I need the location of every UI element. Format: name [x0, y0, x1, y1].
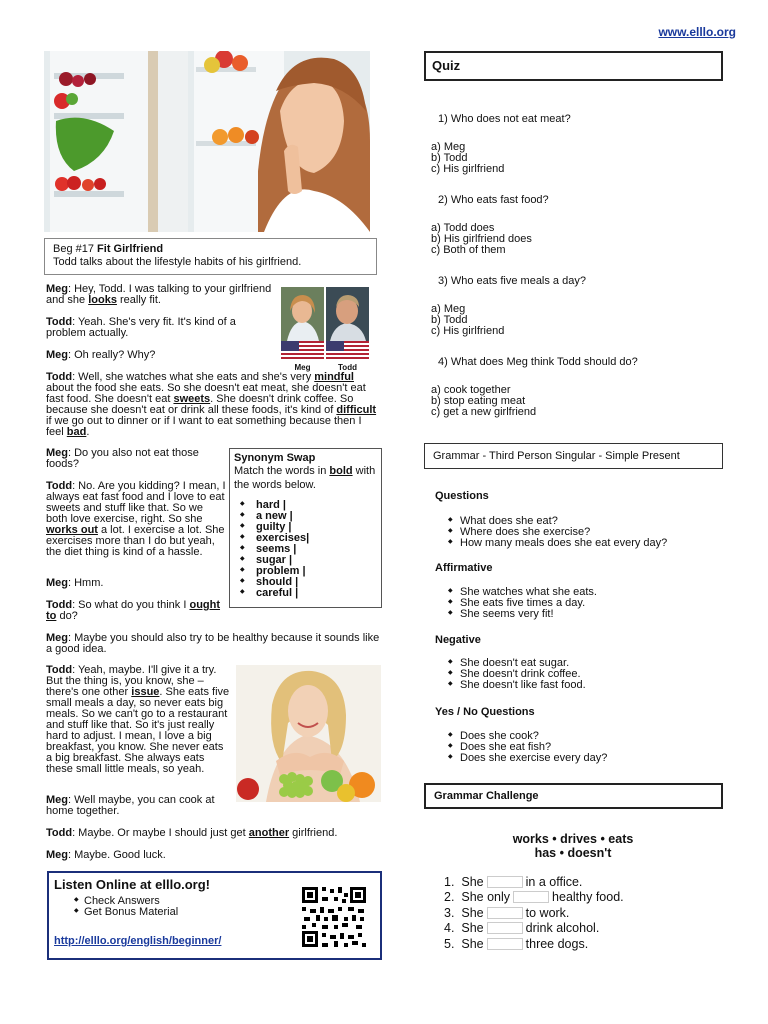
dialogue-line: [46, 850, 380, 861]
grammar-example: ◆ What does she eat?: [448, 516, 667, 527]
dialogue-text: really fit.: [116, 294, 161, 306]
grammar-heading-box: [424, 443, 723, 469]
grammar-list: [448, 516, 667, 549]
dialogue-text: : Maybe. Good luck.: [68, 849, 166, 861]
quiz-answer: b) Todd: [431, 314, 468, 326]
quiz-title: Quiz: [432, 58, 461, 73]
fruit-photo: [236, 665, 381, 802]
synonym-word-list: [234, 500, 377, 599]
grammar-example: ◆ How many meals does she eat every day?: [448, 538, 667, 549]
speaker-label: Todd: [46, 316, 73, 328]
vocab-word: looks: [88, 294, 117, 306]
listen-url-link[interactable]: http://elllo.org/english/beginner/: [54, 935, 222, 947]
lesson-number: Beg #17: [53, 243, 94, 255]
dialogue-line: [46, 448, 224, 470]
quiz-answers: [431, 223, 532, 256]
grammar-title: Grammar - Third Person Singular - Simple Present: [433, 450, 680, 462]
grammar-section-heading: Negative: [435, 634, 481, 646]
answer-blank[interactable]: [487, 876, 523, 888]
speaker-label: Todd: [46, 480, 73, 492]
synonym-word: ◆ guilty |: [234, 522, 377, 533]
synonym-word: ◆ problem |: [234, 566, 377, 577]
speaker-name: Todd: [338, 363, 357, 372]
answer-blank[interactable]: [487, 922, 523, 934]
speaker-label: Meg: [46, 632, 68, 644]
dialogue-line: [46, 350, 276, 361]
quiz-answer: c) Both of them: [431, 244, 506, 256]
grammar-challenge-title: Grammar Challenge: [434, 790, 539, 802]
fridge-photo: [44, 51, 370, 232]
dialogue-text: : Do you also not eat those foods?: [46, 447, 199, 470]
dialogue-line: [46, 633, 380, 655]
grammar-list: [448, 658, 586, 691]
dialogue-text: . She doesn't drink coffee. So because she doesn't eat or drink all these foods, it's kind of: [46, 393, 354, 416]
speaker-label: Meg: [46, 283, 68, 295]
grammar-example: ◆ She doesn't drink coffee.: [448, 669, 586, 680]
dialogue-line: [46, 578, 226, 589]
grammar-example: ◆ Does she cook?: [448, 731, 607, 742]
dialogue-line: [46, 372, 380, 438]
listen-item: ◆ Check Answers: [74, 896, 375, 907]
synonym-word: ◆ a new |: [234, 511, 377, 522]
quiz-question: 2) Who eats fast food?: [438, 194, 549, 206]
dialogue-text: : Well, she watches what she eats and she's very: [72, 371, 315, 383]
speaker-label: Meg: [46, 794, 68, 806]
quiz-answer: a) Todd does: [431, 222, 495, 234]
dialogue-line: [46, 795, 232, 817]
lesson-name: Fit Girlfriend: [97, 243, 164, 255]
quiz-answer: a) Meg: [431, 141, 466, 153]
quiz-answers: [431, 304, 504, 337]
dialogue-text: : Hey, Todd. I was talking to your girlfriend and she: [46, 283, 272, 306]
quiz-answer: a) cook together: [431, 384, 511, 396]
vocab-word: works out: [46, 524, 98, 536]
synonym-swap-title: Synonym Swap: [234, 452, 316, 464]
grammar-section-heading: Yes / No Questions: [435, 706, 535, 718]
dialogue-text: : Maybe you should also try to be healthy because it sounds like a good idea.: [46, 632, 380, 655]
grammar-list: [448, 587, 597, 620]
speaker-label: Todd: [46, 664, 73, 676]
dialogue-text: : Hmm.: [68, 577, 104, 589]
meg-photo: [281, 287, 324, 341]
synonym-swap-box: [229, 448, 382, 608]
qr-code-icon[interactable]: [300, 885, 368, 949]
synonym-word: ◆ careful |: [234, 588, 377, 599]
dialogue-text: : Well maybe, you can cook at home together.: [46, 794, 215, 817]
us-flag-icon: [281, 341, 324, 361]
quiz-answer: c) get a new girlfriend: [431, 406, 537, 418]
grammar-example: ◆ Where does she exercise?: [448, 527, 667, 538]
todd-photo: [326, 287, 369, 341]
challenge-list: [444, 875, 624, 952]
grammar-example: ◆ She seems very fit!: [448, 609, 597, 620]
grammar-challenge-box: [424, 783, 723, 809]
grammar-example: ◆ She doesn't eat sugar.: [448, 658, 586, 669]
grammar-section-heading: Questions: [435, 490, 489, 502]
quiz-answer: c) His girlfriend: [431, 163, 505, 175]
dialogue-text: girlfriend.: [289, 827, 338, 839]
challenge-item: 2. She only healthy food.: [444, 890, 624, 905]
dialogue-text: if we go out to dinner or if I want to eat something because then I feel: [46, 415, 362, 438]
synonym-word: ◆ should |: [234, 577, 377, 588]
site-link[interactable]: www.elllo.org: [658, 25, 736, 39]
listen-title: Listen Online at elllo.org!: [54, 877, 211, 892]
dialogue-text: : Yeah. She's very fit. It's kind of a problem actually.: [46, 316, 236, 339]
grammar-example: ◆ She watches what she eats.: [448, 587, 597, 598]
word-bank-line: has • doesn't: [534, 845, 612, 860]
dialogue-line: [46, 665, 232, 775]
speaker-label: Meg: [46, 577, 68, 589]
dialogue-text: : Maybe. Or maybe I should just get: [72, 827, 249, 839]
grammar-example: ◆ She doesn't like fast food.: [448, 680, 586, 691]
challenge-item: 5. She three dogs.: [444, 936, 589, 951]
dialogue-text: do?: [56, 610, 78, 622]
speaker-photos: [281, 287, 369, 373]
speaker-label: Meg: [46, 447, 68, 459]
vocab-word: issue: [131, 686, 160, 698]
synonym-word: ◆ seems |: [234, 544, 377, 555]
vocab-word: sweets: [173, 393, 211, 405]
dialogue-line: [46, 284, 276, 306]
challenge-item: 1. She in a office.: [444, 875, 583, 889]
grammar-example: ◆ Does she exercise every day?: [448, 753, 607, 764]
quiz-answers: [431, 142, 504, 175]
listen-online-box: [47, 871, 382, 960]
speaker-label: Meg: [46, 349, 68, 361]
grammar-list: [448, 731, 607, 764]
vocab-word: mindful: [314, 371, 354, 383]
dialogue-text: : So what do you think I: [72, 599, 190, 611]
vocab-word: ought to: [46, 599, 221, 622]
us-flag-icon: [326, 341, 369, 361]
answer-blank[interactable]: [513, 891, 549, 903]
grammar-section-heading: Affirmative: [435, 562, 493, 574]
lesson-title-box: [44, 238, 377, 275]
dialogue-text: about the food she eats. So she doesn't eat meat, she doesn't eat fast food. She doesn't eat: [46, 382, 366, 405]
quiz-answer: b) His girlfriend does: [431, 233, 532, 245]
vocab-word: bad: [66, 426, 87, 438]
quiz-question: 4) What does Meg think Todd should do?: [438, 356, 638, 368]
synonym-word: ◆ sugar |: [234, 555, 377, 566]
quiz-answers: [431, 385, 536, 418]
dialogue-text: : Oh really? Why?: [68, 349, 156, 361]
word-bank: [480, 833, 666, 861]
challenge-item: 4. She drink alcohol.: [444, 921, 600, 936]
dialogue-text: .: [86, 426, 90, 438]
challenge-item: 3. She to work.: [444, 905, 570, 920]
speaker-label: Meg: [46, 849, 68, 861]
quiz-question: 1) Who does not eat meat?: [438, 113, 571, 125]
dialogue-line: [46, 600, 226, 622]
grammar-example: ◆ Does she eat fish?: [448, 742, 607, 753]
dialogue-text: a lot. I exercise a lot. She exercises more than I do but yeah, the diet thing is kind of a hassle.: [46, 524, 225, 558]
listen-item: ◆ Get Bonus Material: [74, 907, 375, 918]
quiz-question: 3) Who eats five meals a day?: [438, 275, 586, 287]
speaker-name: Meg: [294, 363, 311, 372]
grammar-example: ◆ She eats five times a day.: [448, 598, 597, 609]
lesson-title: [53, 243, 368, 256]
quiz-answer: c) His girlfriend: [431, 325, 505, 337]
speaker-label: Todd: [46, 371, 73, 383]
speaker-label: Todd: [46, 827, 73, 839]
synonym-word: ◆ hard |: [234, 500, 377, 511]
dialogue-line: [46, 481, 226, 558]
quiz-heading-box: [424, 51, 723, 81]
dialogue-text: : No. Are you kidding? I mean, I always eat fast food and I love to eat sweets and stuff like that. So we both love exercise, right. So she: [46, 480, 226, 525]
lesson-summary: Todd talks about the lifestyle habits of his girlfriend.: [53, 256, 302, 269]
quiz-answer: b) stop eating meat: [431, 395, 526, 407]
quiz-answer: b) Todd: [431, 152, 468, 164]
synonym-word: ◆ exercises|: [234, 533, 377, 544]
word-bank-line: works • drives • eats: [512, 832, 634, 846]
vocab-word: difficult: [336, 404, 377, 416]
dialogue-line: [46, 828, 380, 839]
vocab-word: another: [248, 827, 290, 839]
dialogue-text: . She eats five small meals a day, so never eats big meals. So we can't go to a restaurant and stuff like that. So it's just really hard to adjust. I mean, I love a big breakfast, you know. She never eats a big breakfast. She always eats these small little meals, so yeah.: [46, 686, 230, 775]
dialogue-line: [46, 317, 256, 339]
dialogue-text: : Yeah, maybe. I'll give it a try. But the thing is, you know, she – there's one other: [46, 664, 217, 698]
quiz-answer: a) Meg: [431, 303, 466, 315]
answer-blank[interactable]: [487, 938, 523, 950]
answer-blank[interactable]: [487, 907, 523, 919]
synonym-swap-instruction: Match the words in bold with the words below.: [234, 465, 376, 491]
speaker-label: Todd: [46, 599, 73, 611]
